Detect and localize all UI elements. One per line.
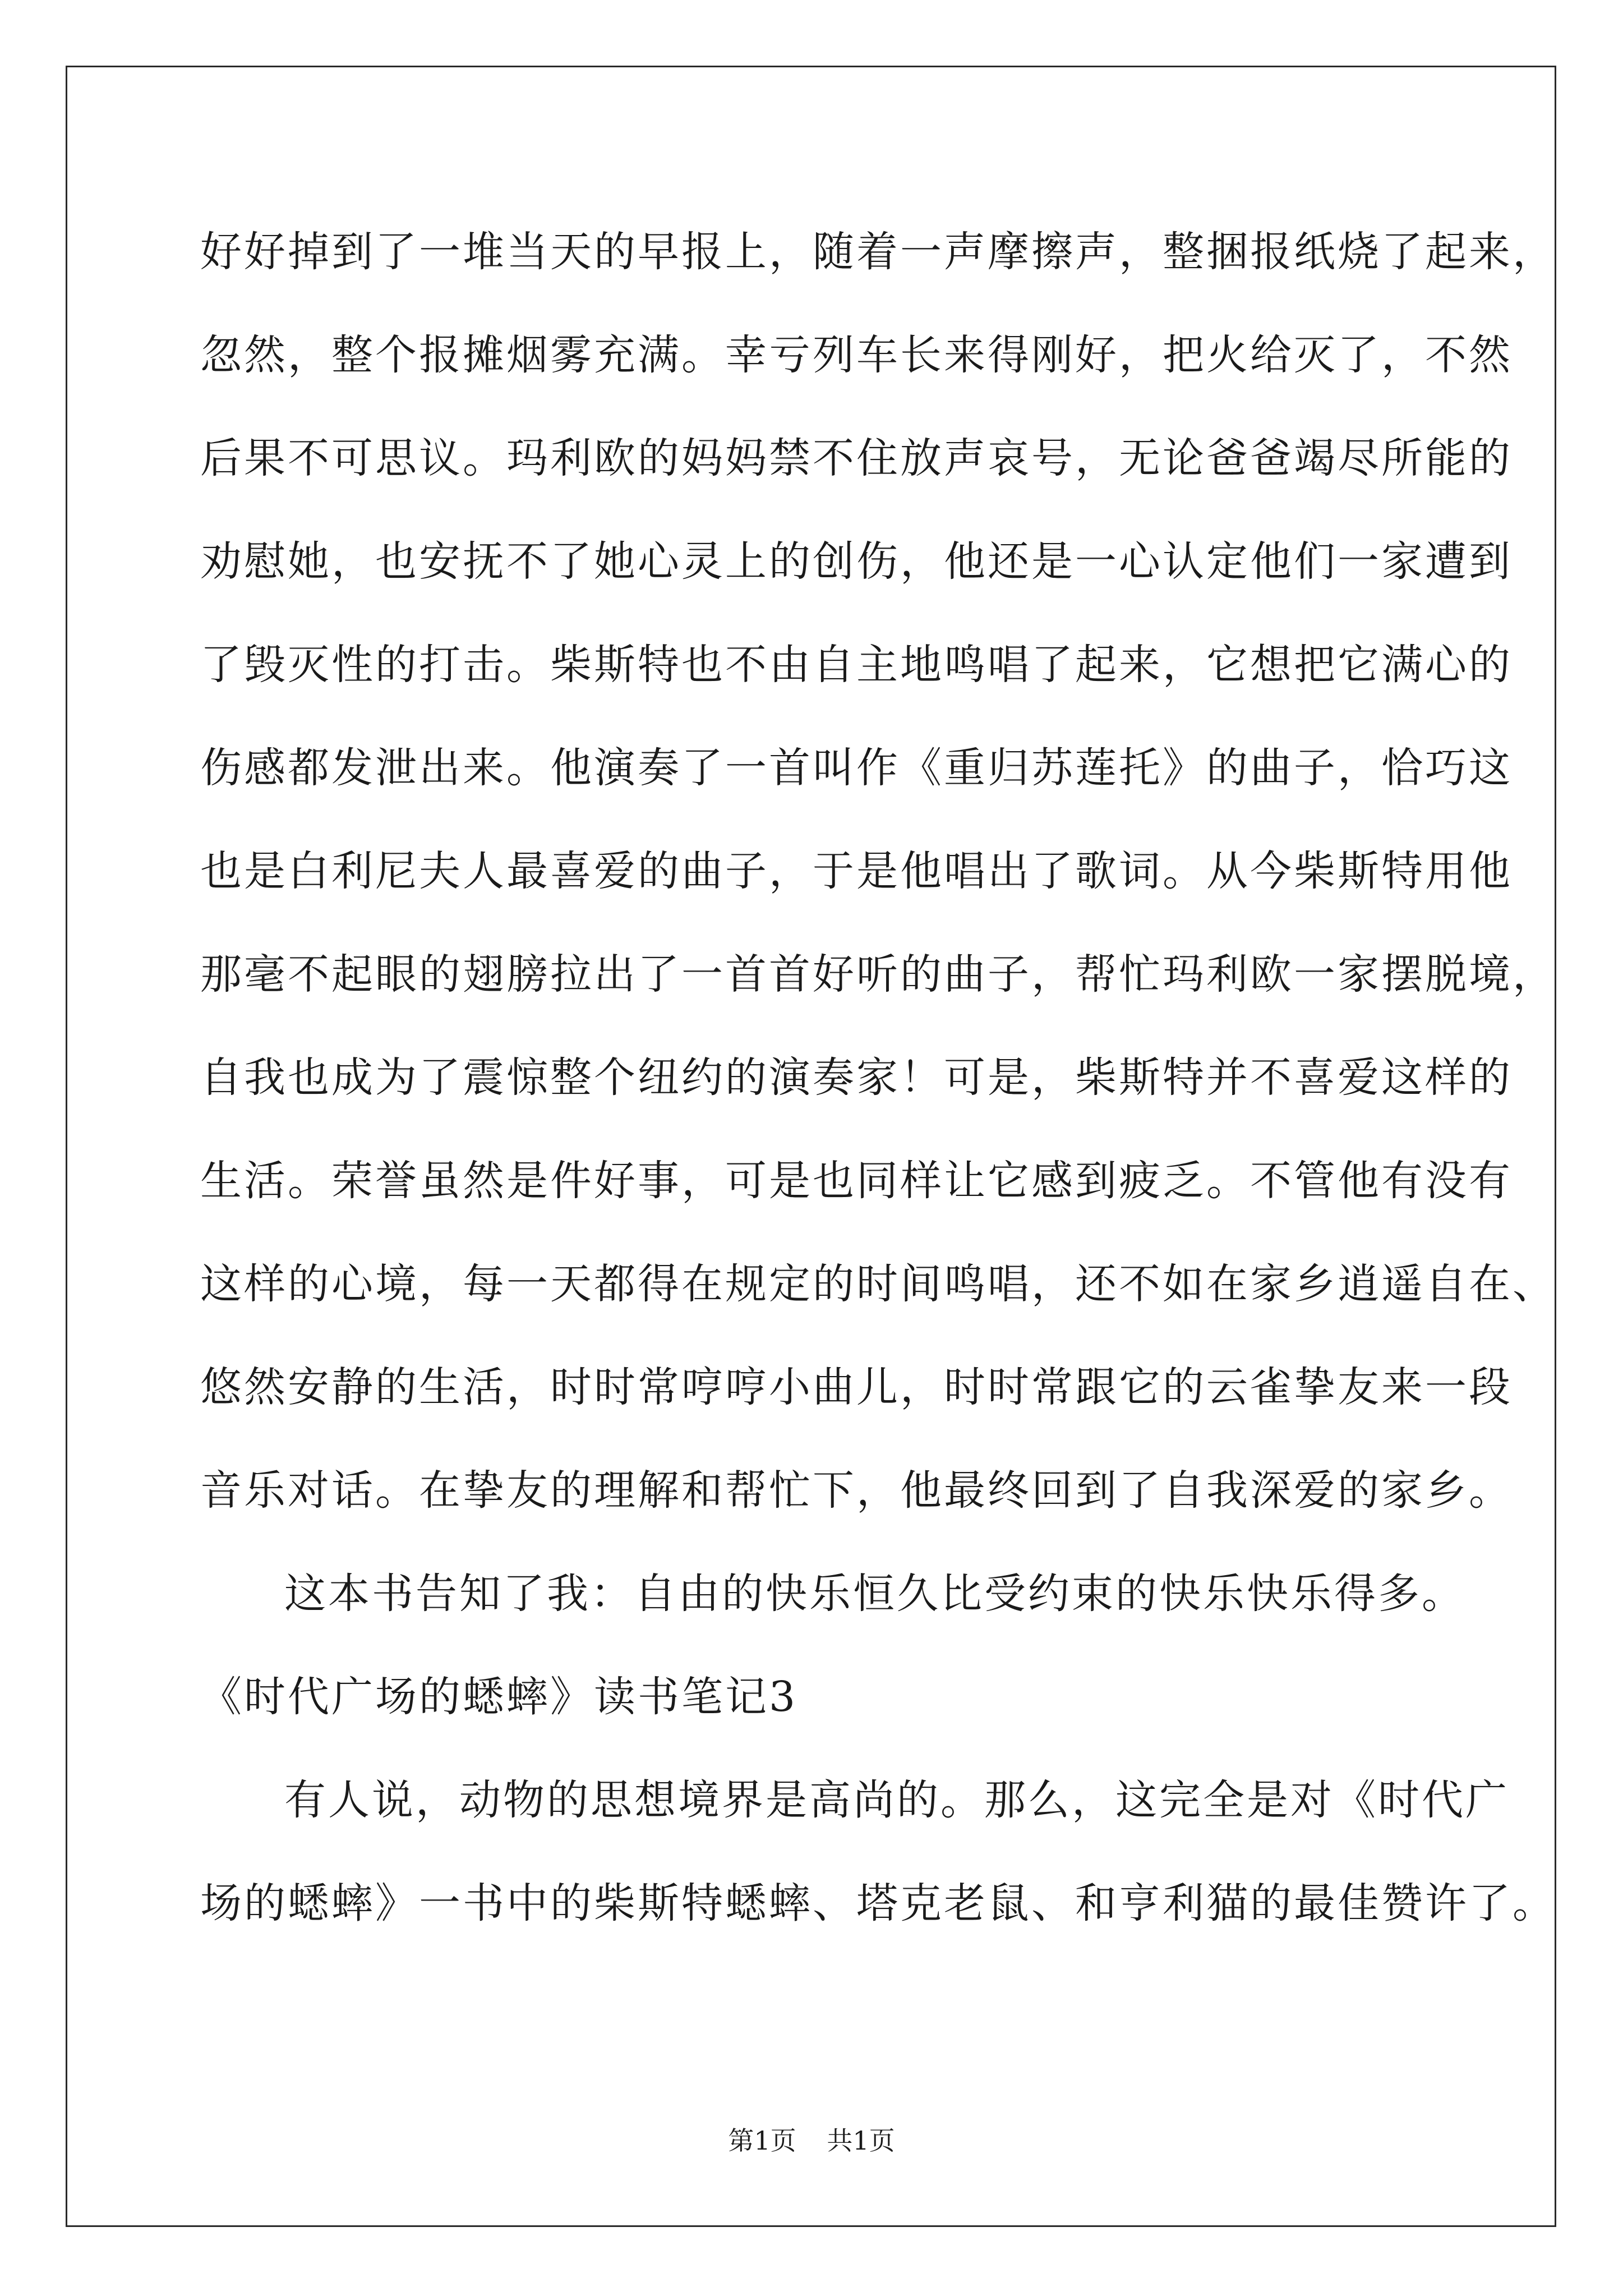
text-line: 悠然安静的生活，时时常哼哼小曲儿，时时常跟它的云雀挚友来一段 [200, 1363, 1513, 1411]
section-heading: 《时代广场的蟋蟀》读书笔记3 [200, 1673, 798, 1721]
text-line: 这样的心境，每一天都得在规定的时间鸣唱，还不如在家乡逍遥自在、 [200, 1260, 1556, 1308]
text-line: 了毁灭性的打击。柴斯特也不由自主地鸣唱了起来，它想把它满心的 [200, 641, 1513, 689]
text-line: 伤感都发泄出来。他演奏了一首叫作《重归苏莲托》的曲子，恰巧这 [200, 744, 1513, 792]
text-line: 生活。荣誉虽然是件好事，可是也同样让它感到疲乏。不管他有没有 [200, 1157, 1513, 1205]
paragraph-first-line: 这本书告知了我：自由的快乐恒久比受约束的快乐快乐得多。 [284, 1570, 1465, 1618]
text-line: 音乐对话。在挚友的理解和帮忙下，他最终回到了自我深爱的家乡。 [200, 1466, 1513, 1515]
text-line: 忽然，整个报摊烟雾充满。幸亏列车长来得刚好，把火给灭了，不然 [200, 331, 1513, 379]
text-line: 那毫不起眼的翅膀拉出了一首首好听的曲子，帮忙玛利欧一家摆脱境， [200, 950, 1556, 999]
document-body [200, 200, 1556, 1955]
page-number: 第1页 [728, 2125, 796, 2156]
text-line: 好好掉到了一堆当天的早报上，随着一声摩擦声，整捆报纸烧了起来， [200, 228, 1556, 276]
paragraph-first-line: 有人说，动物的思想境界是高尚的。那么，这完全是对《时代广 [284, 1776, 1509, 1824]
page-total: 共1页 [827, 2125, 895, 2156]
text-line: 自我也成为了震惊整个纽约的演奏家！可是，柴斯特并不喜爱这样的 [200, 1053, 1513, 1102]
text-line: 场的蟋蟀》一书中的柴斯特蟋蟀、塔克老鼠、和亨利猫的最佳赞许了。 [200, 1879, 1556, 1927]
page-footer [0, 2120, 1623, 2157]
text-line: 后果不可思议。玛利欧的妈妈禁不住放声哀号，无论爸爸竭尽所能的 [200, 434, 1513, 482]
text-line: 也是白利尼夫人最喜爱的曲子，于是他唱出了歌词。从今柴斯特用他 [200, 847, 1513, 895]
text-line: 劝慰她，也安抚不了她心灵上的创伤，他还是一心认定他们一家遭到 [200, 537, 1513, 586]
